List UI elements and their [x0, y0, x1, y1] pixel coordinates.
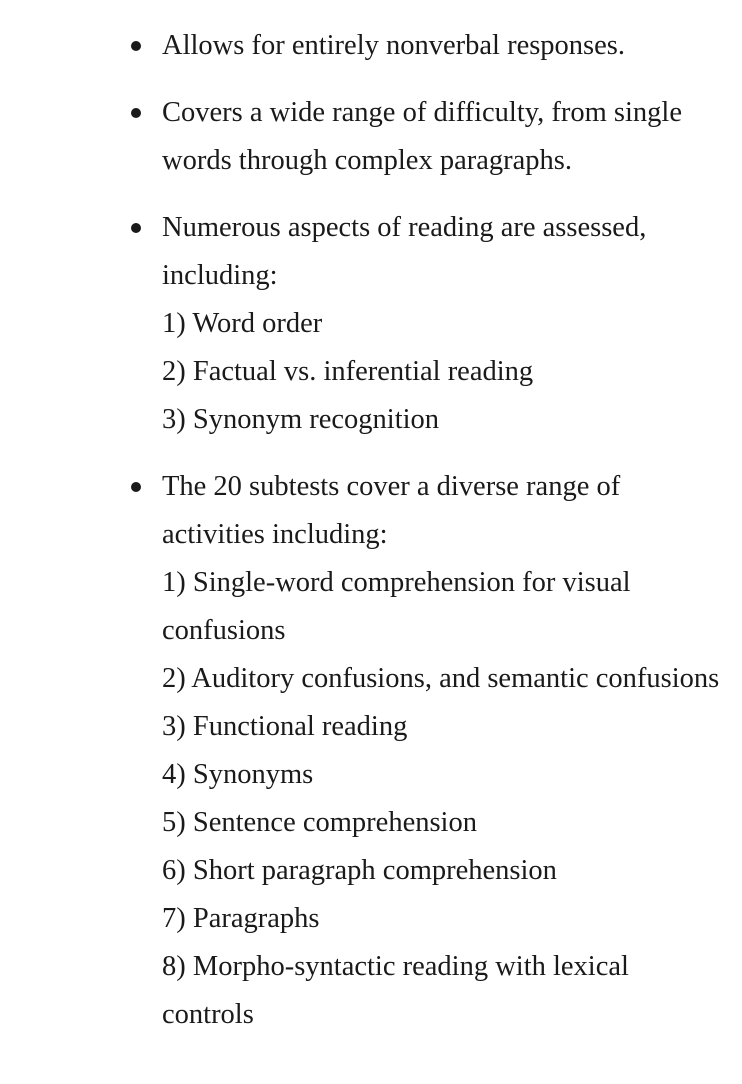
sub-list-item: 3) Functional reading	[162, 711, 408, 742]
bullet-list	[0, 22, 742, 1058]
list-item-text: Numerous aspects of reading are assessed, including:	[162, 212, 647, 291]
list-item	[0, 204, 742, 444]
sub-list-item: 7) Paragraphs	[162, 903, 320, 934]
sub-list-item: 6) Short paragraph comprehension	[162, 855, 557, 886]
sub-list-item: 8) Morpho-syntactic reading with lexical controls	[162, 951, 629, 1030]
sub-list-item: 1) Single-word comprehension for visual confusions	[162, 567, 631, 646]
bullet-icon	[131, 223, 141, 233]
sub-list-item: 4) Synonyms	[162, 759, 314, 790]
sub-list-item: 2) Factual vs. inferential reading	[162, 356, 534, 387]
list-item	[0, 463, 742, 1039]
sub-list-item: 5) Sentence comprehension	[162, 807, 477, 838]
sub-list-item: 3) Synonym recognition	[162, 404, 440, 435]
list-item-text: The 20 subtests cover a diverse range of activities including:	[162, 471, 621, 550]
list-item-text: Allows for entirely nonverbal responses.	[162, 30, 626, 61]
list-item	[0, 22, 742, 70]
sub-list-item: 2) Auditory confusions, and semantic confusions	[162, 663, 720, 694]
sub-list-item: 1) Word order	[162, 308, 323, 339]
bullet-icon	[131, 482, 141, 492]
bullet-icon	[131, 108, 141, 118]
list-item-text: Covers a wide range of difficulty, from single words through complex paragraphs.	[162, 97, 682, 176]
bullet-icon	[131, 41, 141, 51]
list-item	[0, 89, 742, 185]
